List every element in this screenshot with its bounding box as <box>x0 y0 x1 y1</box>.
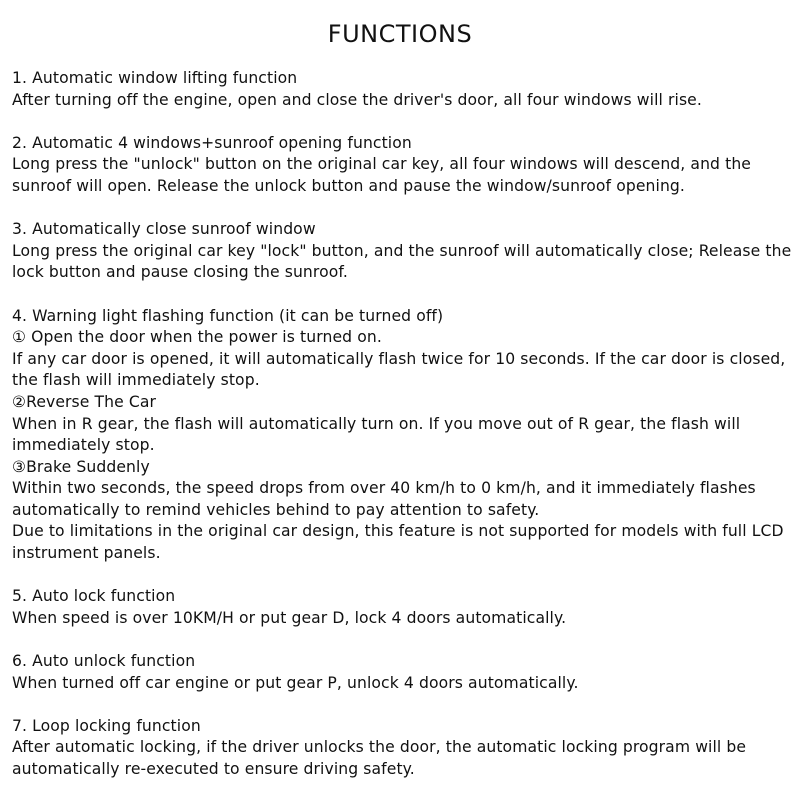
function-7-description: After automatic locking, if the driver unlocks the door, the automatic locking program will be automatically re-executed to ensure driving safety. <box>12 738 752 778</box>
function-4-brake-description: Within two seconds, the speed drops from over 40 km/h to 0 km/h, and it immediately flashes automatically to remind vehicles behind to pay attention to safety. <box>12 479 761 519</box>
function-4-subheading-brake: ③Brake Suddenly <box>12 457 150 476</box>
function-section-5 <box>12 586 794 629</box>
document-title: FUNCTIONS <box>327 20 473 48</box>
function-section-7 <box>12 716 794 781</box>
function-5-heading: 5. Auto lock function <box>12 587 176 606</box>
function-4-subheading-reverse: ②Reverse The Car <box>12 392 157 411</box>
function-section-6 <box>12 651 794 694</box>
function-7-heading: 7. Loop locking function <box>12 716 201 735</box>
function-3-heading: 3. Automatically close sunroof window <box>12 220 316 239</box>
functions-list <box>12 68 797 781</box>
function-4-heading: 4. Warning light flashing function (it can be turned off) <box>12 306 444 325</box>
function-4-door-description: If any car door is opened, it will automatically flash twice for 10 seconds. If the car door is closed, the flash will immediately stop. <box>12 349 791 390</box>
function-2-heading: 2. Automatic 4 windows+sunroof opening function <box>12 133 412 152</box>
function-2-description: Long press the "unlock" button on the original car key, all four windows will descend, and the sunroof will open. Release the unlock button and pause the window/sunroof opening. <box>12 155 757 195</box>
function-1-heading: 1. Automatic window lifting function <box>12 69 298 87</box>
function-6-description: When turned off car engine or put gear P, unlock 4 doors automatically. <box>12 673 579 692</box>
function-4-subheading-door: ① Open the door when the power is turned on. <box>12 328 382 347</box>
function-4-reverse-description: When in R gear, the flash will automatically turn on. If you move out of R gear, the flash will immediately stop. <box>12 414 746 455</box>
function-4-limitation-note: Due to limitations in the original car design, this feature is not supported for models with full LCD instrument panels. <box>12 522 789 563</box>
function-3-description: Long press the original car key "lock" button, and the sunroof will automatically close; Release the lock button and pause closing the sunroof. <box>12 241 797 282</box>
function-5-description: When speed is over 10KM/H or put gear D, lock 4 doors automatically. <box>12 608 567 627</box>
function-1-description: After turning off the engine, open and close the driver's door, all four windows will rise. <box>12 90 702 109</box>
function-section-2 <box>12 133 794 198</box>
function-section-1 <box>12 68 794 111</box>
function-6-heading: 6. Auto unlock function <box>12 652 196 671</box>
function-section-4 <box>12 306 794 565</box>
function-section-3 <box>12 219 797 284</box>
